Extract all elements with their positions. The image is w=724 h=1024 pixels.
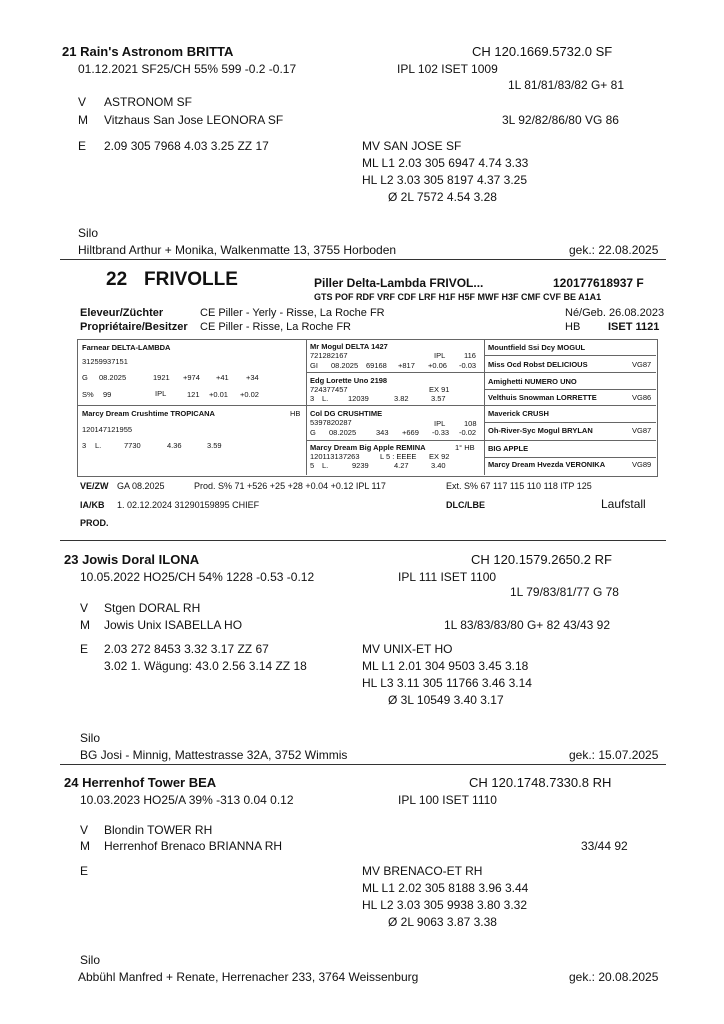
ped-dam-name: Marcy Dream Crushtime TROPICANA [82,409,215,418]
own-performance: 2.03 272 8453 3.32 3.17 ZZ 67 [104,642,269,656]
vezw-label: VE/ZW [80,481,109,491]
date-received: gek.: 15.07.2025 [569,748,659,762]
entry-title: 23 Jowis Doral ILONA [64,552,200,567]
ped-sss-name: Mountfield Ssi Dcy MOGUL [488,343,586,352]
ped-sire-id: 31259937151 [82,357,128,366]
ped-ds-name: Col DG CRUSHTIME [310,409,383,418]
animal-name: FRIVOLLE [144,269,238,290]
ped-sdd-name: Velthuis Snowman LORRETTE [488,393,597,402]
silo-label: Silo [80,731,101,745]
exterior-index: Ext. S% 67 117 115 110 118 ITP 125 [446,481,592,491]
date-received: gek.: 22.08.2025 [569,243,659,257]
vezw-value: GA 08.2025 [117,481,165,491]
lactation-score: 1L 79/83/81/77 G 78 [510,585,619,599]
own-perf-label: E [80,864,89,878]
maternal-sire: MV UNIX-ET HO [362,642,453,656]
birth-line: 10.05.2022 HO25/CH 54% 1228 -0.53 -0.12 [80,570,315,584]
birth-line: 10.03.2023 HO25/A 39% -313 0.04 0.12 [80,793,294,807]
iakb-label: IA/KB [80,500,105,510]
entry-title: 21 Rain's Astronom BRITTA [62,44,234,59]
owner: BG Josi - Minnig, Mattestrasse 32A, 3752 Wimmis [80,748,348,762]
ped-sire-name: Farnear DELTA-LAMBDA [82,343,171,352]
herdbook-label: HB [565,321,581,333]
silo-label: Silo [80,953,101,967]
lactation-hl: HL L2 3.03 305 9938 3.80 3.32 [362,898,528,912]
ipl-iset: IPL 111 ISET 1100 [398,570,497,584]
animal-id: CH 120.1748.7330.8 RH [469,775,612,790]
dam-score: 3L 92/82/86/80 VG 86 [502,113,619,127]
lactation-ml: ML L1 2.02 305 8188 3.96 3.44 [362,881,529,895]
iset-value: ISET 1121 [608,321,660,333]
lactation-hl: HL L3 3.11 305 11766 3.46 3.14 [362,676,532,690]
lactation-hl: HL L2 3.03 305 8197 4.37 3.25 [362,173,528,187]
dam-score: 33/44 92 [581,839,628,853]
birth-date: Né/Geb. 26.08.2023 [565,307,665,319]
ped-dds-name: BIG APPLE [488,444,529,453]
ped-sds-name: Amighetti NUMERO UNO [488,377,577,386]
lactation-average: Ø 2L 7572 4.54 3.28 [388,190,497,204]
ipl-iset: IPL 100 ISET 1110 [398,793,497,807]
lactation-average: Ø 3L 10549 3.40 3.17 [388,693,504,707]
dam-score: 1L 83/83/83/80 G+ 82 43/43 92 [444,618,611,632]
ped-sd-name: Edg Lorette Uno 2198 [310,376,388,385]
ped-dd-name: Marcy Dream Big Apple REMINA [310,443,426,452]
sire-label: V [78,95,87,109]
dam-name: Herrenhof Brenaco BRIANNA RH [104,839,283,853]
maternal-sire: MV BRENACO-ET RH [362,864,483,878]
owner: Hiltbrand Arthur + Monika, Walkenmatte 13, 3755 Horboden [78,243,397,257]
ped-ddd-name: Marcy Dream Hvezda VERONIKA [488,460,606,469]
dam-label: M [80,839,90,853]
own-perf-label: E [78,139,87,153]
owner: Abbühl Manfred + Renate, Herrenacher 233, 3764 Weissenburg [78,970,419,984]
lactation-ml: ML L1 2.01 304 9503 3.45 3.18 [362,659,529,673]
ped-ss-name: Mr Mogul DELTA 1427 [310,342,388,351]
date-received: gek.: 20.08.2025 [569,970,659,984]
dlc-label: DLC/LBE [446,500,485,510]
lactation-average: Ø 2L 9063 3.87 3.38 [388,915,497,929]
dam-label: M [80,618,90,632]
lactation-ml: ML L1 2.03 305 6947 4.74 3.33 [362,156,529,170]
ped-ssd-name: Miss Ocd Robst DELICIOUS [488,360,588,369]
prod-label: PROD. [80,518,109,528]
breeder-value: CE Piller - Yerly - Risse, La Roche FR [200,307,385,319]
sire-label: V [80,601,89,615]
ped-dsd-name: Oh-River-Syc Mogul BRYLAN [488,426,593,435]
dam-name: Jowis Unix ISABELLA HO [104,618,243,632]
own-performance: 2.09 305 7968 4.03 3.25 ZZ 17 [104,139,269,153]
animal-id: CH 120.1669.5732.0 SF [472,44,613,59]
sire-label: V [80,823,89,837]
dam-name: Vitzhaus San Jose LEONORA SF [104,113,284,127]
sire-name: Stgen DORAL RH [104,601,201,615]
animal-id: CH 120.1579.2650.2 RF [471,552,612,567]
silo-label: Silo [78,226,99,240]
animal-fullname: Piller Delta-Lambda FRIVOL... [314,276,484,290]
owner-label: Propriétaire/Besitzer [80,321,188,333]
divider [60,259,666,260]
breeder-label: Eleveur/Züchter [80,307,164,319]
own-performance-weighing: 3.02 1. Wägung: 43.0 2.56 3.14 ZZ 18 [104,659,307,673]
entry-title: 24 Herrenhof Tower BEA [64,775,217,790]
lactation-score: 1L 81/81/83/82 G+ 81 [508,78,624,92]
birth-line: 01.12.2021 SF25/CH 55% 599 -0.2 -0.17 [78,62,297,76]
ped-dss-name: Maverick CRUSH [488,409,549,418]
ped-dam-id: 120147121955 [82,425,133,434]
genetic-codes: GTS POF RDF VRF CDF LRF H1F H5F MWF H3F CMF CVF BE A1A1 [314,292,602,302]
iakb-value: 1. 02.12.2024 31290159895 CHIEF [117,500,260,510]
divider [60,764,666,765]
sire-name: ASTRONOM SF [104,95,193,109]
animal-id: 120177618937 F [553,276,644,290]
owner-value: CE Piller - Risse, La Roche FR [200,321,351,333]
housing: Laufstall [601,497,646,511]
catalog-number: 22 [106,269,128,290]
ipl-iset: IPL 102 ISET 1009 [397,62,498,76]
own-perf-label: E [80,642,89,656]
dam-label: M [78,113,88,127]
production-index: Prod. S% 71 +526 +25 +28 +0.04 +0.12 IPL 117 [194,481,386,491]
sire-name: Blondin TOWER RH [104,823,213,837]
divider [60,540,666,541]
maternal-sire: MV SAN JOSE SF [362,139,462,153]
